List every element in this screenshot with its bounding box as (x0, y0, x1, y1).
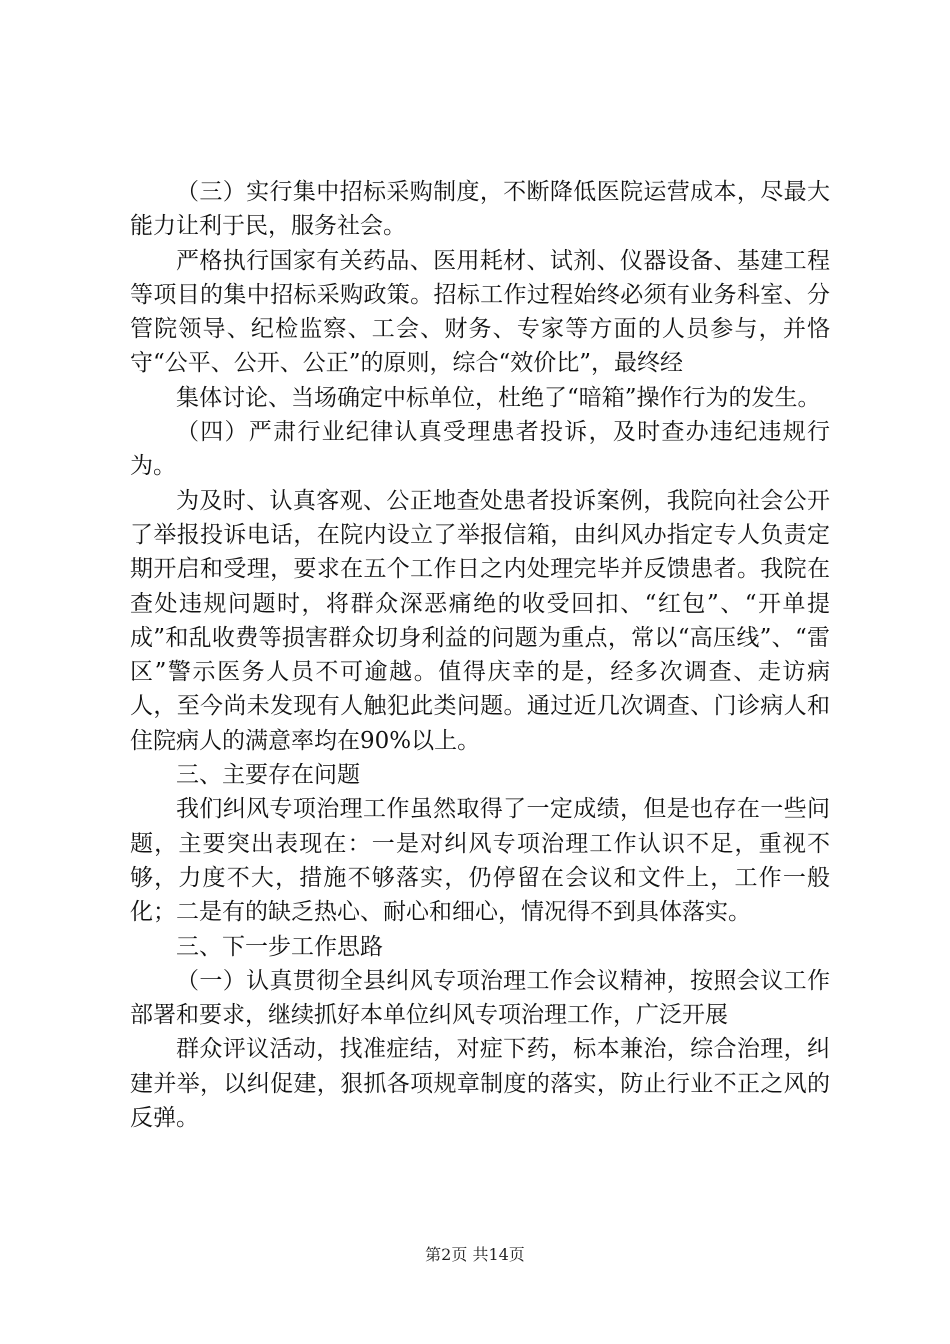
paragraph-next-step-1: （一）认真贯彻全县纠风专项治理工作会议精神，按照会议工作部署和要求，继续抓好本单位纠风专项治理工作，广泛开展 (130, 967, 830, 1029)
heading-main-problems: 三、主要存在问题 (176, 762, 360, 789)
document-body (130, 175, 830, 1135)
paragraph-section-4: （四）严肃行业纪律认真受理患者投诉，及时查办违纪违规行为。 (130, 419, 830, 480)
heading-next-steps: 三、下一步工作思路 (176, 933, 383, 960)
paragraph-section-3: （三）实行集中招标采购制度，不断降低医院运营成本，尽最大能力让利于民，服务社会。 (130, 179, 830, 240)
paragraph-procurement-policy: 严格执行国家有关药品、医用耗材、试剂、仪器设备、基建工程等项目的集中招标采购政策。招标工作过程始终必须有业务科室、分管院领导、纪检监察、工会、财务、专家等方面的人员参与，并恪守“公平、公开、公正”的原则，综合“效价比”，最终经 (130, 247, 830, 377)
page-footer: 第2页 共14页 (425, 1245, 525, 1264)
paragraph-collective-decision: 集体讨论、当场确定中标单位，杜绝了“暗箱”操作行为的发生。 (176, 384, 821, 411)
paragraph-complaint-handling: 为及时、认真客观、公正地查处患者投诉案例，我院向社会公开了举报投诉电话，在院内设立了举报信箱，由纠风办指定专人负责定期开启和受理，要求在五个工作日之内处理完毕并反馈患者。我院在查处违规问题时，将群众深恶痛绝的收受回扣、“红包”、“开单提成”和乱收费等损害群众切身利益的问题为重点，常以“高压线”、“雷区”警示医务人员不可逾越。值得庆幸的是，经多次调查、走访病人，至今尚未发现有人触犯此类问题。通过近几次调查、门诊病人和住院病人的满意率均在90%以上。 (130, 487, 830, 754)
paragraph-problems-detail: 我们纠风专项治理工作虽然取得了一定成绩，但是也存在一些问题，主要突出表现在：一是对纠风专项治理工作认识不足，重视不够，力度不大，措施不够落实，仍停留在会议和文件上，工作一般化；二是有的缺乏热心、耐心和细心，情况得不到具体落实。 (130, 796, 830, 926)
paragraph-mass-evaluation: 群众评议活动，找准症结，对症下药，标本兼治，综合治理，纠建并举，以纠促建，狠抓各项规章制度的落实，防止行业不正之风的反弹。 (130, 1036, 830, 1132)
